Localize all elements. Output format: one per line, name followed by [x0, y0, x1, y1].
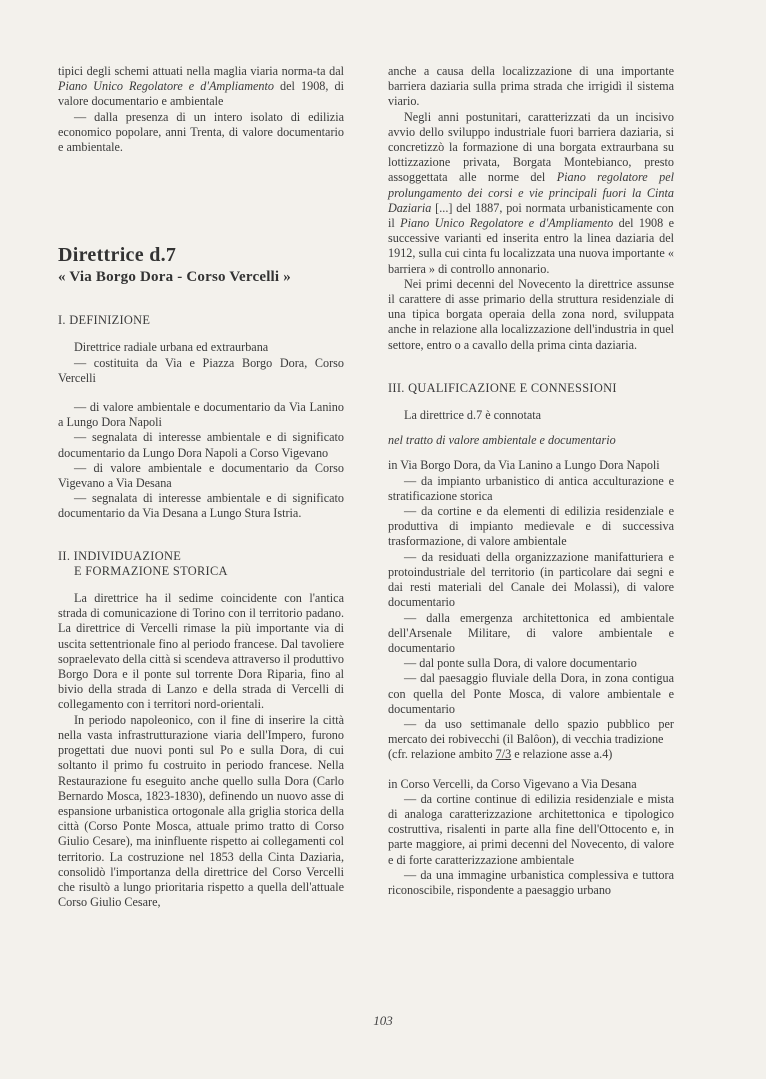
- paragraph: — da cortine e da elementi di edilizia residenziale e produttiva di impianto medievale e di successiva trasformazione, di valore ambientale: [388, 504, 674, 549]
- paragraph: Negli anni postunitari, caratterizzati da un incisivo avvio dello sviluppo industriale fuori barriera daziaria, si concretizzò la formazione di una borgata extraurbana su lottizzazione privata, Borgata Montebianco, presto assoggettata alle norme del Piano regolatore pel prolungamento dei corsi e vie principali fuori la Cinta Daziaria [...] del 1887, poi normata urbanisticamente con il Piano Unico Regolatore e d'Ampliamento del 1908 e successive varianti ed inserita entro la linea daziaria del 1912, sulla cui cinta fu localizzata una nuova importante « barriera » di controllo annonario.: [388, 109, 674, 276]
- right-column: [388, 64, 674, 898]
- paragraph: — di valore ambientale e documentario da Corso Vigevano a Via Desana: [58, 460, 344, 491]
- paragraph: — costituita da Via e Piazza Borgo Dora, Corso Vercelli: [58, 355, 344, 385]
- paragraph: — dal ponte sulla Dora, di valore documentario: [404, 656, 637, 671]
- paragraph: — segnalata di interesse ambientale e di significato documentario da Via Desana a Lungo Stura Istria.: [58, 491, 344, 521]
- paragraph: In periodo napoleonico, con il fine di inserire la città nella vasta infrastrutturazione viaria dell'Impero, furono progettati due nuovi ponti sul Po e sulla Dora, di cui soltanto il primo fu costruito in periodo francese. Nella Restaurazione fu eseguito anche quello sulla Dora (Carlo Bernardo Mosca, 1823-1830), definendo un nuovo asse di espansione urbanistica ortogonale alla griglia storica della città (Corso Ponte Mosca, attuale primo tratto di Corso Giulio Cesare), ma ininfluente rispetto ai collegamenti col territorio. La costruzione nel 1853 della Cinta Daziaria, consolidò l'importanza della direttrice del Corso Vercelli che risultò a lungo prioritaria rispetto a quella dell'attuale Corso Giulio Cesare,: [58, 712, 344, 910]
- heading-individuazione: II. INDIVIDUAZIONE E FORMAZIONE STORICA: [58, 548, 228, 578]
- paragraph: — dalla emergenza architettonica ed ambientale dell'Arsenale Militare, di valore ambientale e documentario: [388, 610, 674, 655]
- paragraph: in Via Borgo Dora, da Via Lanino a Lungo Dora Napoli: [388, 458, 660, 473]
- paragraph: La direttrice d.7 è connotata: [404, 408, 542, 423]
- paragraph: La direttrice ha il sedime coincidente con l'antica strada di comunicazione di Torino con il territorio padano. La direttrice di Vercelli rimase la più importante via di uscita settentrionale fino al periodo francese. Dal tavoliere sopraelevato della città si scendeva attraverso il produttivo Borgo Dora e il ponte sul torrente Dora Riparia, fino al bivio della strada di Lanzo e della strada di Vercelli di collegamento con i territori nord-orientali.: [58, 591, 344, 712]
- paragraph: — di valore ambientale e documentario da Via Lanino a Lungo Dora Napoli: [58, 400, 344, 430]
- heading-definizione: I. DEFINIZIONE: [58, 313, 151, 328]
- left-column: [58, 64, 344, 910]
- paragraph: — segnalata di interesse ambientale e di significato documentario da Lungo Dora Napoli a Corso Vigevano: [58, 430, 344, 460]
- heading-qualificazione: III. QUALIFICAZIONE E CONNESSIONI: [388, 380, 617, 395]
- paragraph: — da una immagine urbanistica complessiva e tuttora riconoscibile, rispondente a paesaggio urbano: [388, 867, 674, 897]
- paragraph: Nei primi decenni del Novecento la direttrice assunse il carattere di asse primario della struttura residenziale di una tipica borgata operaia della zona nord, sviluppata anche in relazione alla localizzazione dell'industria in quel settore, entro o a cavallo della prima cinta daziaria.: [388, 276, 674, 352]
- section-subtitle: « Via Borgo Dora - Corso Vercelli »: [58, 269, 291, 286]
- subheading: nel tratto di valore ambientale e documentario: [388, 433, 616, 448]
- paragraph: in Corso Vercelli, da Corso Vigevano a Via Desana: [388, 776, 637, 791]
- page-number: 103: [373, 1013, 393, 1028]
- paragraph: — dalla presenza di un intero isolato di edilizia economico popolare, anni Trenta, di valore documentario e ambientale.: [58, 109, 344, 155]
- paragraph: tipici degli schemi attuati nella maglia viaria norma-ta dal Piano Unico Regolatore e d'Ampliamento del 1908, di valore documentario e ambientale: [58, 64, 344, 109]
- paragraph: anche a causa della localizzazione di una importante barriera daziaria sulla prima strada che irrigidì il sistema viario.: [388, 64, 674, 109]
- paragraph: — dal paesaggio fluviale della Dora, in zona contigua con quella del Ponte Mosca, di valore ambientale e documentario: [388, 671, 674, 716]
- paragraph: Direttrice radiale urbana ed extraurbana: [74, 340, 269, 355]
- paragraph: — da impianto urbanistico di antica acculturazione e stratificazione storica: [388, 473, 674, 503]
- paragraph: (cfr. relazione ambito 7/3 e relazione asse a.4): [388, 747, 613, 762]
- section-title: Direttrice d.7: [58, 244, 177, 267]
- paragraph: — da uso settimanale dello spazio pubblico per mercato dei robivecchi (il Balôon), di vecchia tradizione: [388, 716, 674, 747]
- paragraph: — da residuati della organizzazione manifatturiera e protoindustriale del territorio (in particolare dai segni e dai resti materiali del Canale dei Molassi), di valore documentario: [388, 549, 674, 610]
- paragraph: — da cortine continue di edilizia residenziale e mista di analoga caratterizzazione architettonica e tipologico costruttiva, risalenti in parte alla fine dell'Ottocento e, in parte maggiore, ai primi decenni del Novecento, di valore e di forte caratterizzazione ambientale: [388, 791, 674, 867]
